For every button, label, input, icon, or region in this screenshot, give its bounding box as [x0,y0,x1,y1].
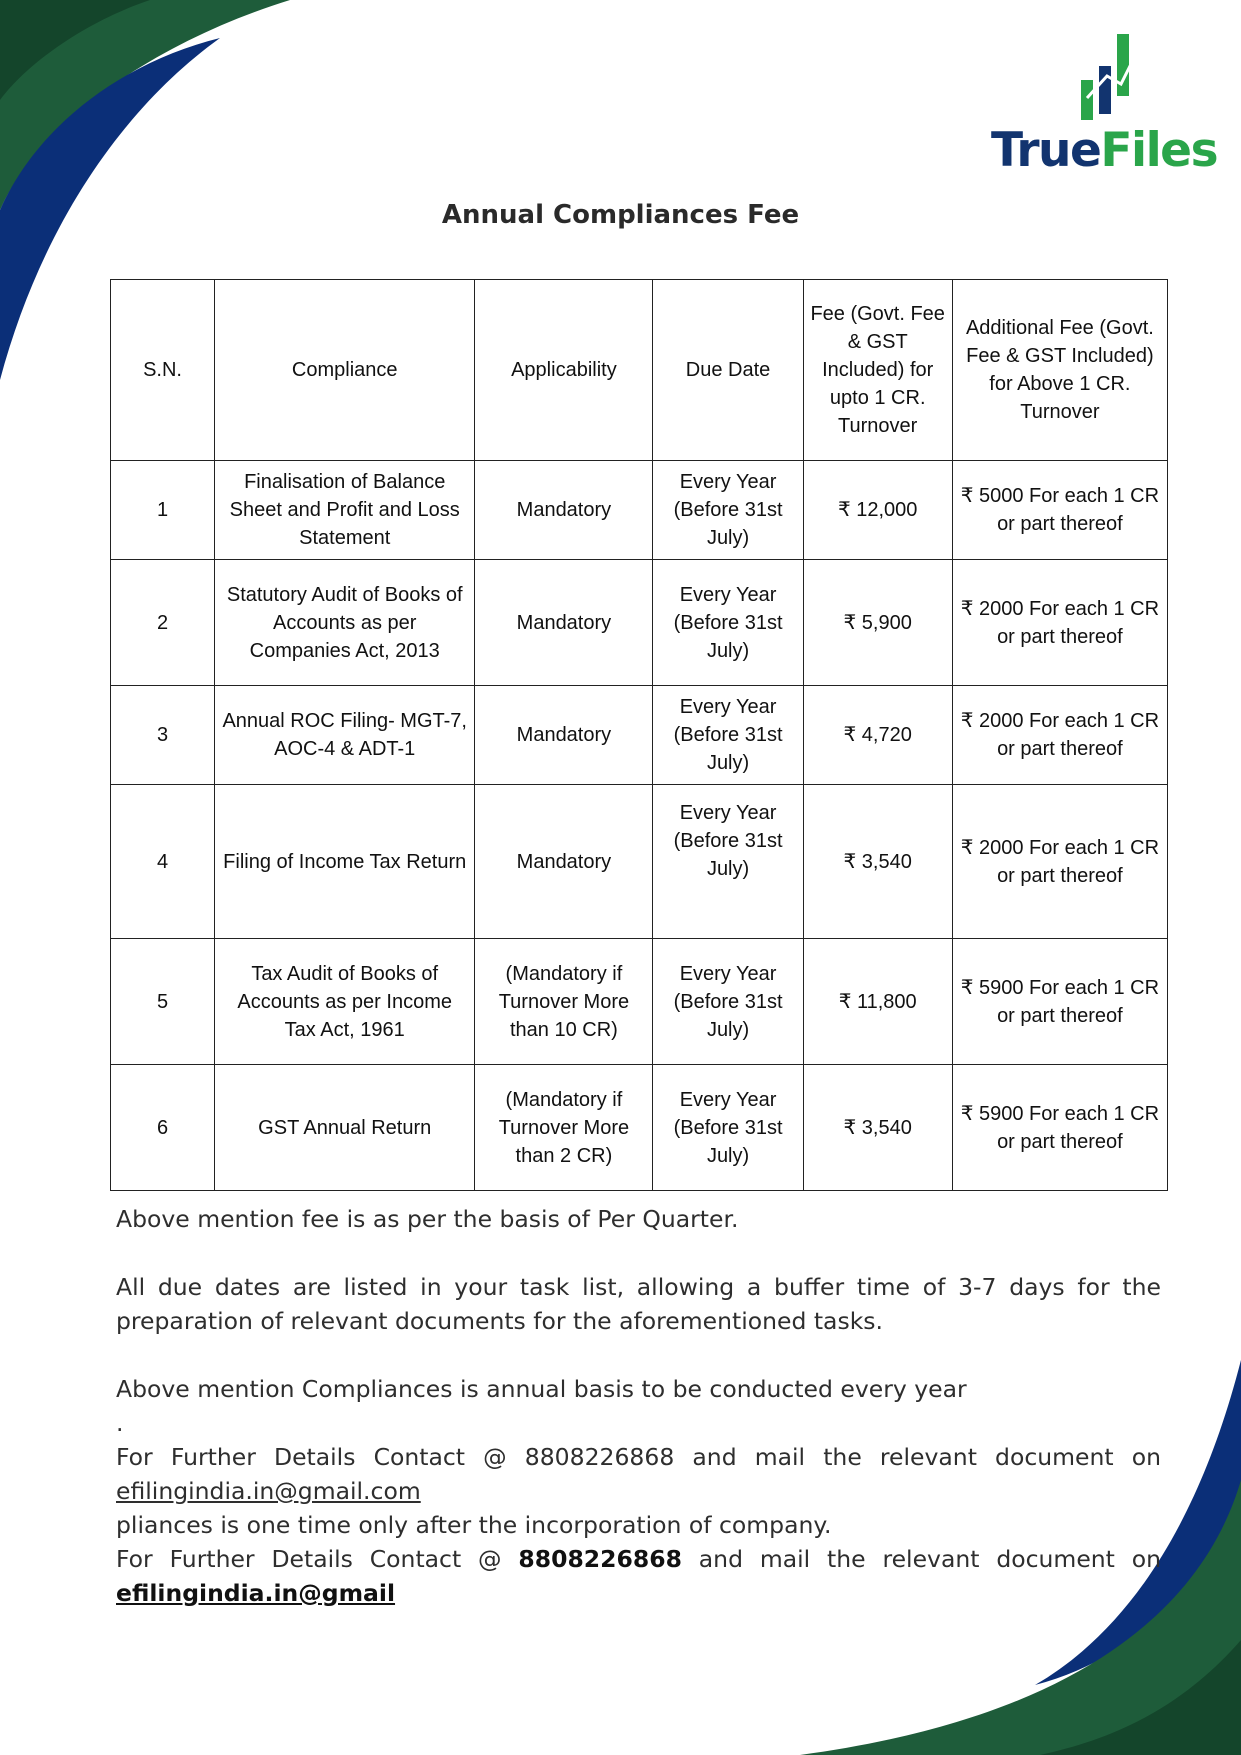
cell-sn: 2 [111,560,215,686]
cell-applicability: Mandatory [475,560,653,686]
cell-due-date: Every Year (Before 31st July) [653,461,803,560]
cell-fee: ₹ 11,800 [803,939,952,1065]
note-contact-1 [116,1440,1161,1508]
contact-1-email-link[interactable]: efilingindia.in@gmail.com [116,1477,421,1505]
note-one-time: pliances is one time only after the incorporation of company. [116,1511,832,1539]
logo-word-true: True [990,123,1101,178]
note-annual-basis: Above mention Compliances is annual basis to be conducted every year [116,1375,967,1403]
cell-applicability: (Mandatory if Turnover More than 2 CR) [475,1065,653,1191]
header-fee-above-1cr: Additional Fee (Govt. Fee & GST Included) for Above 1 CR. Turnover [952,280,1167,461]
cell-compliance: Annual ROC Filing- MGT-7, AOC-4 & ADT-1 [215,686,475,785]
note-dot: . [116,1409,124,1437]
header-applicability: Applicability [475,280,653,461]
table-row [111,939,1168,1065]
cell-due-date: Every Year (Before 31st July) [653,686,803,785]
cell-applicability: Mandatory [475,686,653,785]
contact-2-email-link[interactable]: efilingindia.in@gmail [116,1579,396,1607]
cell-applicability: (Mandatory if Turnover More than 10 CR) [475,939,653,1065]
cell-additional-fee: ₹ 5000 For each 1 CR or part thereof [952,461,1167,560]
table-row [111,785,1168,939]
compliance-fee-table [110,279,1168,1191]
bar-chart-logo-icon [1077,28,1147,123]
header-sn: S.N. [111,280,215,461]
cell-compliance: Statutory Audit of Books of Accounts as per Companies Act, 2013 [215,560,475,686]
cell-fee: ₹ 3,540 [803,1065,952,1191]
cell-fee: ₹ 3,540 [803,785,952,939]
table-row [111,560,1168,686]
table-header-row [111,280,1168,461]
contact-2-phone[interactable]: 8808226868 [518,1545,682,1573]
table-row [111,461,1168,560]
table-row [111,686,1168,785]
cell-sn: 1 [111,461,215,560]
cell-fee: ₹ 5,900 [803,560,952,686]
cell-sn: 3 [111,686,215,785]
cell-due-date: Every Year (Before 31st July) [653,785,803,939]
cell-additional-fee: ₹ 5900 For each 1 CR or part thereof [952,1065,1167,1191]
header-due-date: Due Date [653,280,803,461]
contact-1-text: For Further Details Contact @ 8808226868 and mail the relevant document on [116,1443,1161,1471]
header-fee-upto-1cr: Fee (Govt. Fee & GST Included) for upto 1 CR. Turnover [803,280,952,461]
contact-2-suffix: and mail the relevant document on [681,1545,1162,1573]
cell-due-date: Every Year (Before 31st July) [653,560,803,686]
cell-sn: 5 [111,939,215,1065]
header-compliance: Compliance [215,280,475,461]
page-title: Annual Compliances Fee [441,200,800,230]
cell-compliance: Tax Audit of Books of Accounts as per Income Tax Act, 1961 [215,939,475,1065]
cell-applicability: Mandatory [475,785,653,939]
logo-wordmark [989,122,1219,180]
cell-fee: ₹ 4,720 [803,686,952,785]
cell-compliance: GST Annual Return [215,1065,475,1191]
cell-fee: ₹ 12,000 [803,461,952,560]
cell-sn: 6 [111,1065,215,1191]
cell-due-date: Every Year (Before 31st July) [653,939,803,1065]
note-quarter-basis: Above mention fee is as per the basis of Per Quarter. [116,1205,739,1233]
contact-2-prefix: For Further Details Contact @ [116,1545,519,1573]
cell-applicability: Mandatory [475,461,653,560]
notes-section [116,1202,1161,1610]
cell-due-date: Every Year (Before 31st July) [653,1065,803,1191]
cell-sn: 4 [111,785,215,939]
logo-word-files: Files [1100,123,1218,178]
truefiles-logo [989,28,1219,178]
table-row [111,1065,1168,1191]
cell-additional-fee: ₹ 5900 For each 1 CR or part thereof [952,939,1167,1065]
cell-additional-fee: ₹ 2000 For each 1 CR or part thereof [952,686,1167,785]
note-contact-2 [116,1542,1161,1610]
cell-compliance: Filing of Income Tax Return [215,785,475,939]
cell-additional-fee: ₹ 2000 For each 1 CR or part thereof [952,560,1167,686]
cell-additional-fee: ₹ 2000 For each 1 CR or part thereof [952,785,1167,939]
cell-compliance: Finalisation of Balance Sheet and Profit and Loss Statement [215,461,475,560]
note-due-dates: All due dates are listed in your task list, allowing a buffer time of 3-7 days for the preparation of relevant documents for the aforementioned tasks. [116,1273,1161,1335]
